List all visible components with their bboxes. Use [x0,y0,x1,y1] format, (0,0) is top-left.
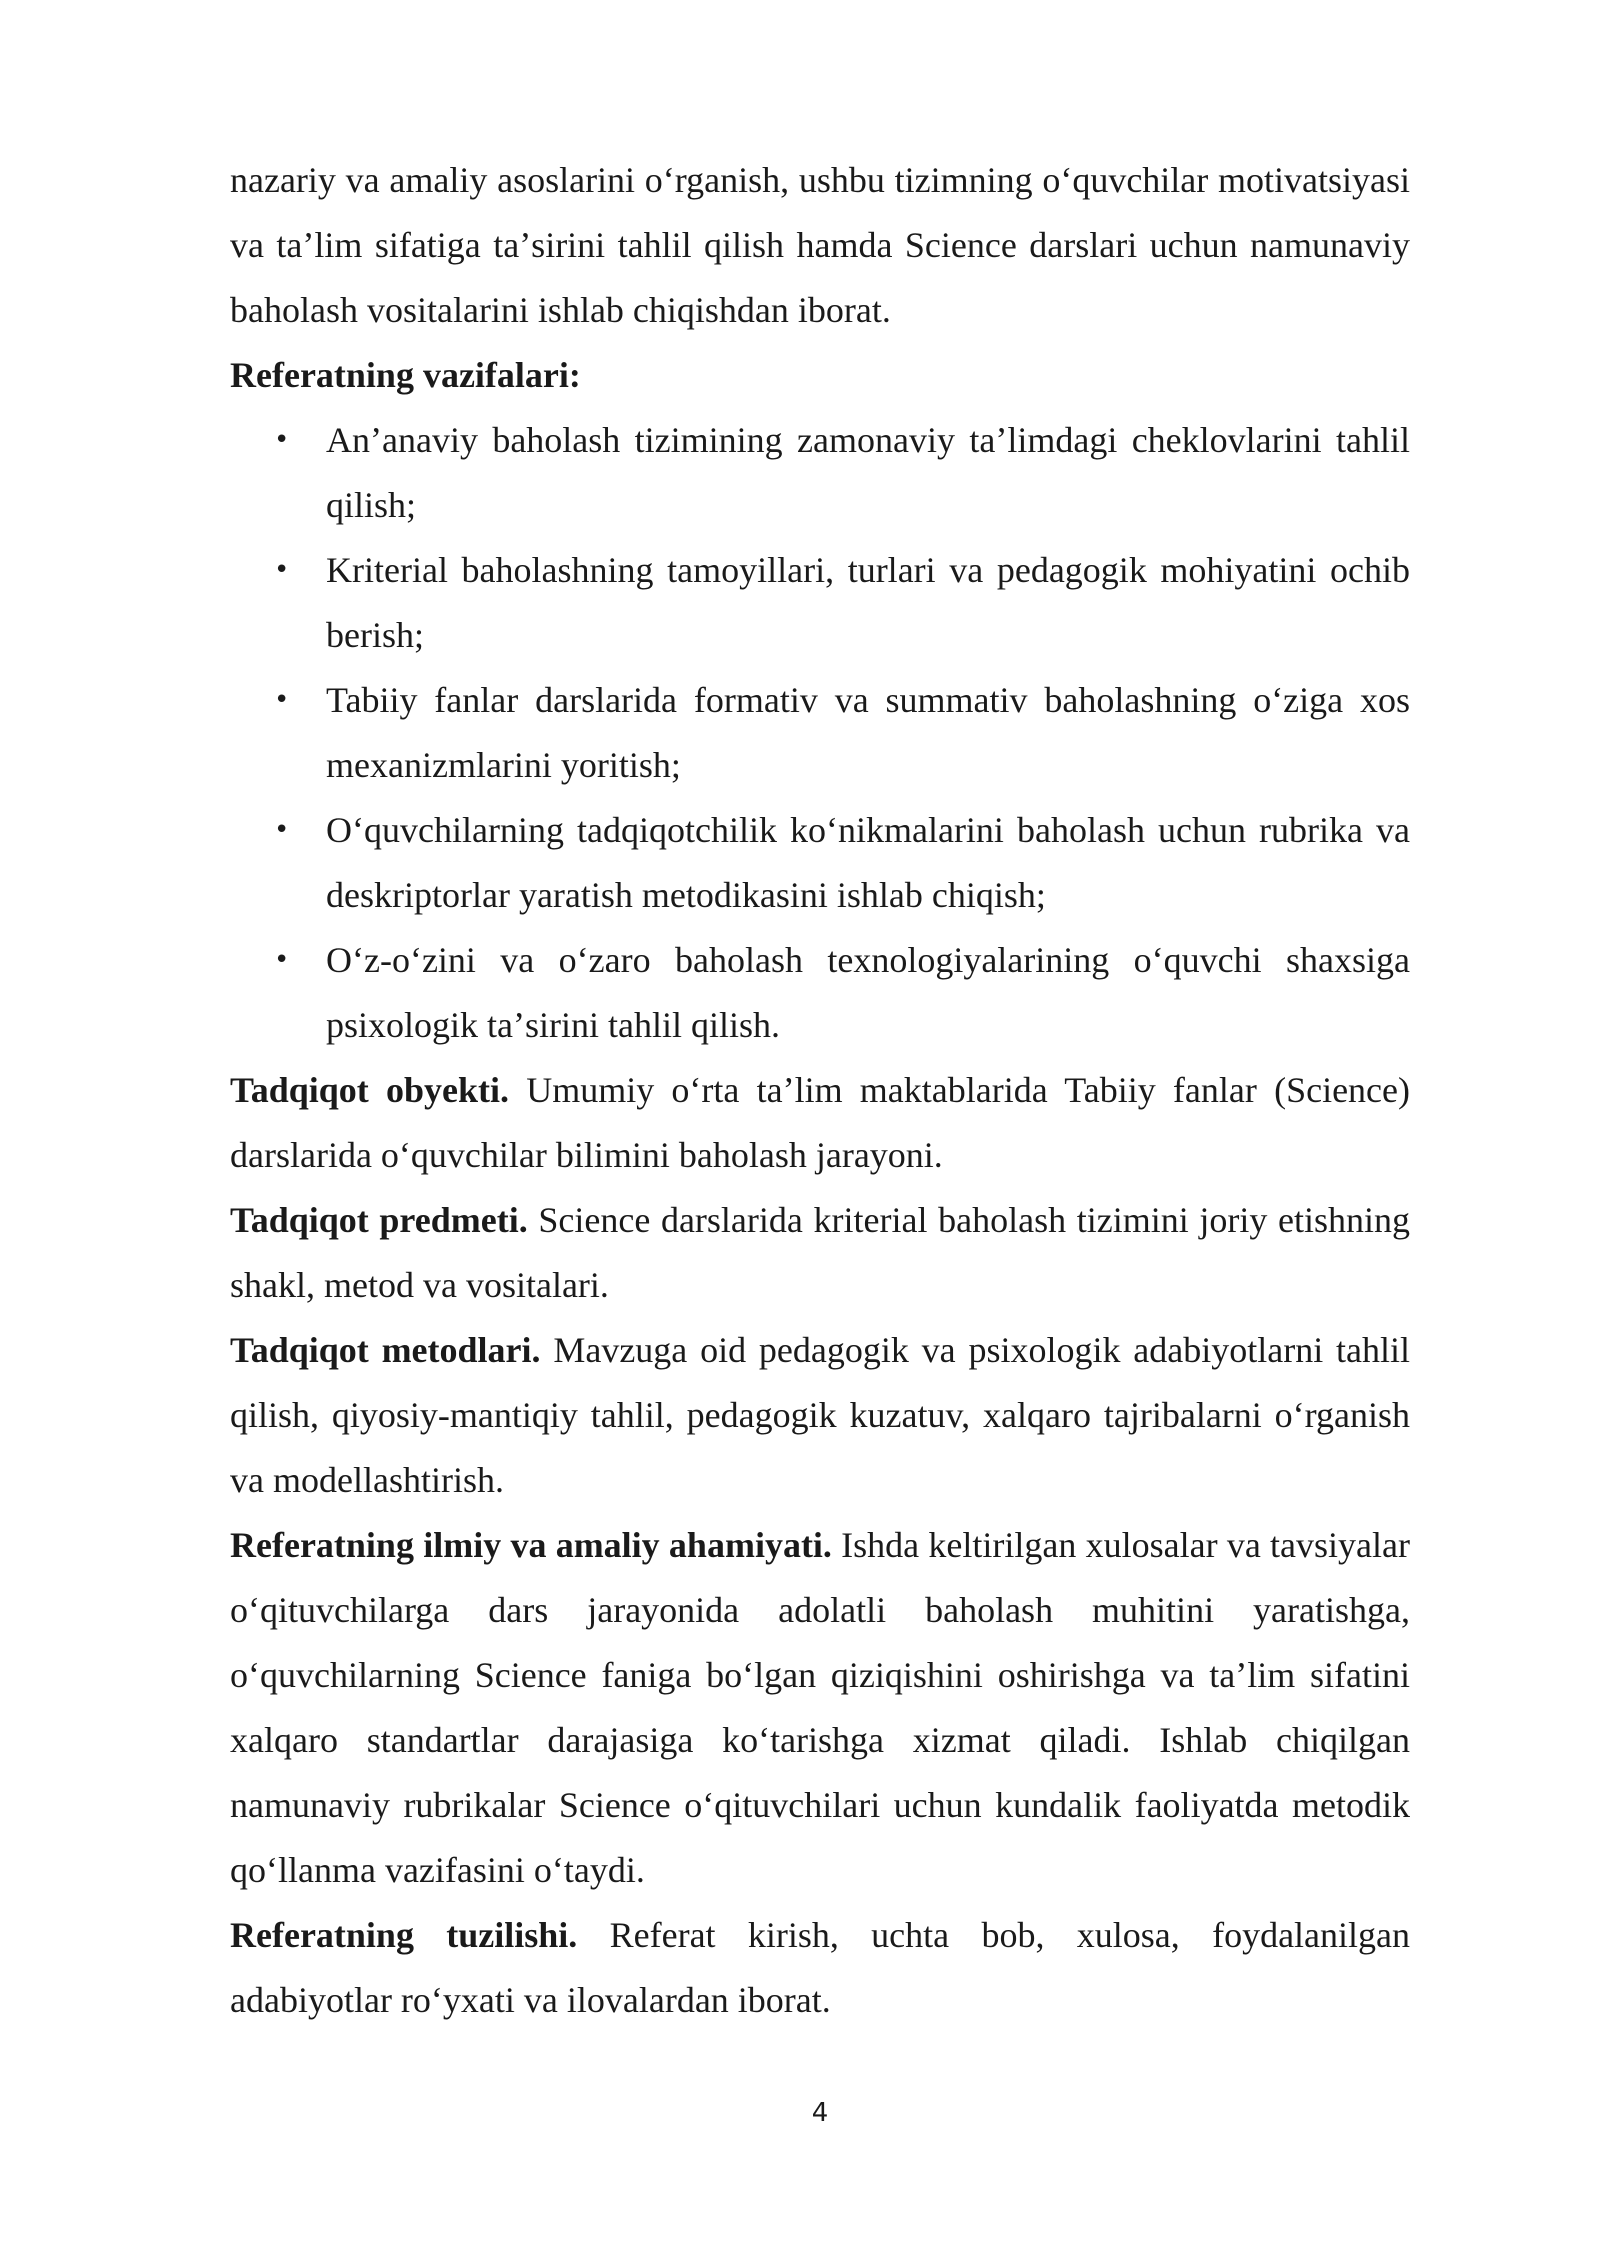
section-text: Umumiy oʻrta taʼlim maktablarida Tabiiy fanlar (Science) darslarida oʻquvchilar bilimini baholash jarayoni. [230,1070,1410,1175]
research-methods-paragraph [230,1318,1410,1513]
bullet-icon: • [274,685,290,715]
list-item [230,408,1410,538]
list-item [230,668,1410,798]
list-item [230,538,1410,668]
section-text: Ishda keltirilgan xulosalar va tavsiyalar oʻqituvchilarga dars jarayonida adolatli baholash muhitini yaratishga, oʻquvchilarning Science faniga boʻlgan qiziqishini oshirishga va taʼlim sifatini xalqaro standartlar darajasiga koʻtarishga xizmat qiladi. Ishlab chiqilgan namunaviy rubrikalar Science oʻqituvchilari uchun kundalik faoliyatda metodik qoʻllanma vazifasini oʻtaydi. [230,1525,1410,1890]
bullet-icon: • [274,945,290,975]
bullet-icon: • [274,555,290,585]
research-subject-paragraph [230,1188,1410,1318]
tasks-heading: Referatning vazifalari: [230,355,581,395]
list-item [230,928,1410,1058]
document-page [230,148,1410,2033]
page-number: 4 [811,2098,829,2128]
section-label: Tadqiqot metodlari. [230,1330,541,1370]
section-text: Mavzuga oid pedagogik va psixologik adabiyotlarni tahlil qilish, qiyosiy-mantiqiy tahlil, pedagogik kuzatuv, xalqaro tajribalarni oʻrganish va modellashtirish. [230,1330,1410,1500]
structure-paragraph [230,1903,1410,2033]
list-item-text: Tabiiy fanlar darslarida formativ va summativ baholashning oʻziga xos mexanizmlarini yoritish; [326,680,1410,785]
list-item-text: Oʻz-oʻzini va oʻzaro baholash texnologiyalarining oʻquvchi shaxsiga psixologik taʼsirini tahlil qilish. [326,940,1410,1045]
section-label: Referatning tuzilishi. [230,1915,578,1955]
significance-paragraph [230,1513,1410,1903]
section-label: Tadqiqot predmeti. [230,1200,528,1240]
section-text: Science darslarida kriterial baholash tizimini joriy etishning shakl, metod va vositalari. [230,1200,1410,1305]
list-item-text: Anʼanaviy baholash tizimining zamonaviy taʼlimdagi cheklovlarini tahlil qilish; [326,420,1410,525]
research-object-paragraph [230,1058,1410,1188]
section-label: Tadqiqot obyekti. [230,1070,509,1110]
list-item-text: Oʻquvchilarning tadqiqotchilik koʻnikmalarini baholash uchun rubrika va deskriptorlar yaratish metodikasini ishlab chiqish; [326,810,1410,915]
bullet-icon: • [274,425,290,455]
list-item [230,798,1410,928]
section-label: Referatning ilmiy va amaliy ahamiyati. [230,1525,832,1565]
section-text: Referat kirish, uchta bob, xulosa, foydalanilgan adabiyotlar roʻyxati va ilovalardan iborat. [230,1915,1411,2020]
intro-paragraph: nazariy va amaliy asoslarini oʻrganish, ushbu tizimning oʻquvchilar motivatsiyasi va taʼlim sifatiga taʼsirini tahlil qilish hamda Science darslari uchun namunaviy baholash vositalarini ishlab chiqishdan iborat. [230,160,1410,330]
bullet-icon: • [274,815,290,845]
tasks-list [230,408,1410,1058]
list-item-text: Kriterial baholashning tamoyillari, turlari va pedagogik mohiyatini ochib berish; [326,550,1410,655]
